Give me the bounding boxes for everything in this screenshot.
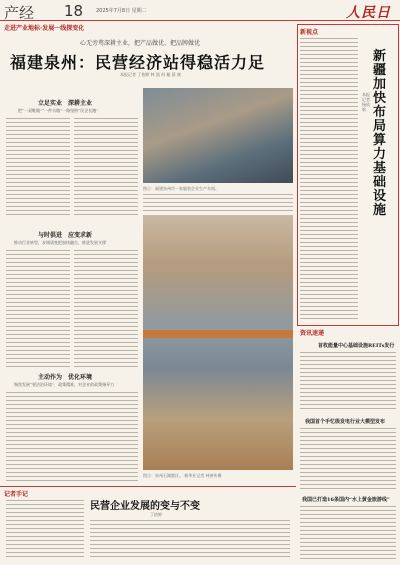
subhead-3: 主动作为 优化环境 (38, 374, 93, 381)
section-name: 产经 (4, 4, 35, 22)
issue-date: 2025年7月8日 星期二 (96, 8, 147, 14)
newspaper-logo: 人民日 (346, 5, 391, 21)
body-text-under-photo (143, 194, 293, 214)
sidebar-author: 本报记者 杨依晗 (362, 92, 370, 112)
news-headline-1: 首枚能量中心基础设施REITs发行 (318, 343, 395, 349)
sidebar-tag: 新视点 (300, 29, 319, 36)
subhead-1: 立足实业 深耕主业 (38, 100, 93, 107)
lead-kicker: 心无旁骛深耕主业，把产品做优、把品牌做优 (80, 40, 201, 47)
news-text-3 (300, 506, 396, 562)
news-headline-3: 我国已打造16条国内“水上黄金旅游线” (302, 497, 390, 503)
body-text-col-2 (74, 118, 138, 218)
photo-caption-2: 图②：泉州石湖港区。 新华社记者 林善传摄 (143, 473, 222, 478)
body-text-col-4 (74, 250, 138, 370)
lead-headline: 福建泉州：民营经济站得稳活力足 (10, 53, 266, 72)
subhead-1-deck: 把“一双鞋做”“一件衣做”一路坚持“民企长跑” (18, 108, 99, 113)
masthead (0, 0, 400, 21)
lead-byline: 本报记者 丁怡婷 林 凯 何 璇 薛 康 (120, 72, 181, 77)
port-photo (143, 215, 293, 470)
body-text-col-1 (6, 118, 70, 218)
section-divider (0, 486, 296, 487)
subhead-3-deck: 聚焦发展“要法治环境”，政策精准，对企业的政策指导力 (14, 382, 115, 387)
news-text-1 (300, 352, 396, 412)
notes-text-col-1 (6, 500, 84, 560)
news-text-2 (300, 428, 396, 492)
sidebar-title: 新疆加快布局算力基础设施 (373, 49, 387, 218)
notes-tag: 记者手记 (4, 491, 29, 498)
notes-byline: 丁怡婷 (150, 512, 162, 517)
column-tag: 走进产业地标·发展一线探变化 (4, 25, 85, 32)
photo-caption-1: 图①：福建泉州市一家服装企业生产车间。 (143, 186, 219, 191)
page-number: 18 (64, 2, 84, 20)
sidebar-text-upper (300, 38, 358, 322)
notes-text-col-2 (90, 520, 290, 560)
body-text-col-5 (6, 392, 138, 484)
subhead-2: 与时俱进 应变求新 (38, 232, 93, 239)
subhead-2-deck: 推动行业转型，步调质变把加快融合，推进发展支撑 (14, 240, 106, 245)
notes-title: 民营企业发展的变与不变 (90, 501, 200, 512)
body-text-col-3 (6, 250, 70, 370)
news-headline-2: 我国首个手忆级发电行业大模型发布 (305, 419, 386, 425)
news-tag: 资讯速递 (300, 330, 325, 337)
port-cranes-stripe (143, 330, 293, 338)
factory-photo (143, 88, 293, 183)
